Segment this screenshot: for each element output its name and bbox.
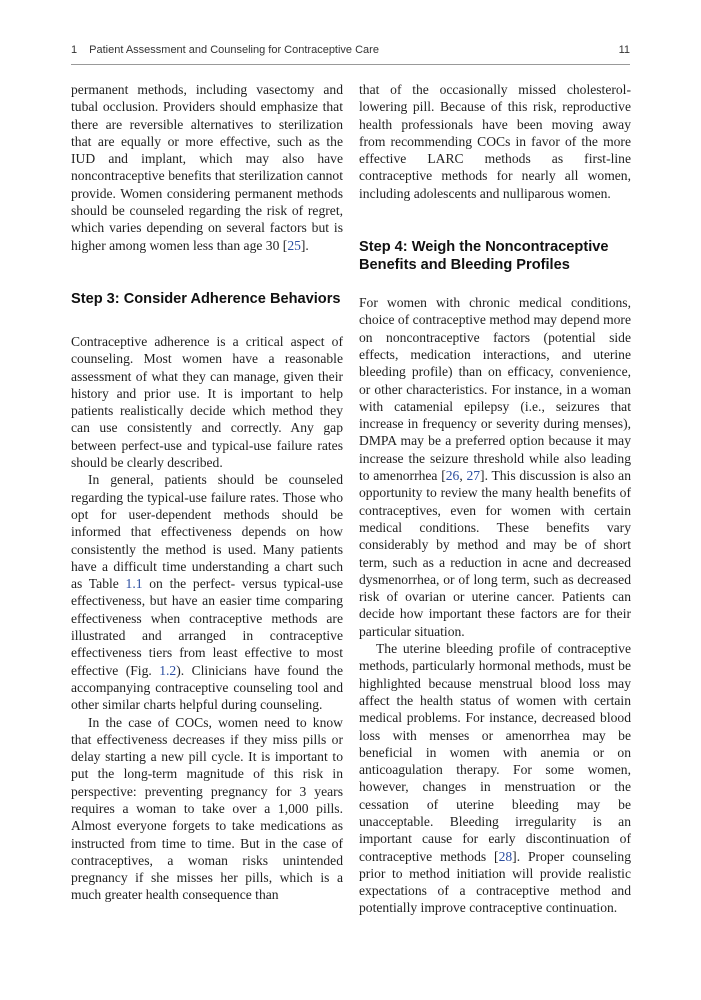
paragraph-bleeding-profile	[359, 640, 631, 917]
paragraph-sterilization	[71, 81, 343, 254]
paragraph-larc: that of the occasionally missed cholesterol-lowering pill. Because of this risk, reproductive health professionals have been moving away from recommending COCs in favor of the more effective LARC methods as first-line contraceptive methods for nearly all women, including adolescents and nulliparous women.	[359, 82, 631, 201]
right-column	[359, 81, 631, 917]
citation-link[interactable]: 26	[445, 468, 460, 484]
text-run: ,	[459, 468, 467, 484]
chapter-title: Patient Assessment and Counseling for Contraceptive Care	[89, 44, 379, 56]
running-header	[71, 44, 630, 56]
figure-link[interactable]: 1.2	[159, 662, 177, 678]
text-run: permanent methods, including vasectomy and tubal occlusion. Providers should emphasize that there are reversible alternatives to sterilization that are equally or more effective, such as the IUD and implant, which may also have noncontraceptive benefits that sterilization cannot provide. Women considering permanent methods should be counseled regarding the risk of regret, which varies depending on several factors but is higher among women less than age 30 [	[71, 82, 343, 253]
text-run: ). Clinicians have found the accompanying contraceptive counseling tool and other similar charts helpful during counseling.	[71, 662, 343, 713]
text-run: In general, patients should be counseled regarding the typical-use failure rates. Those who opt for user-dependent methods should be informed that effectiveness depends on how consistently the method is used. Many patients have a difficult time understanding a chart such as Table	[71, 472, 343, 592]
table-link[interactable]: 1.1	[125, 576, 143, 592]
running-header-left	[71, 44, 391, 56]
paragraph-cocs: In the case of COCs, women need to know that effectiveness decreases if they miss pills or delay starting a new pill cycle. It is important to put the long-term magnitude of this risk in perspective: preventing pregnancy for 3 years requires a woman to take over a 1,000 pills. Almost everyone forgets to take medications as instructed from time to time. But in the case of contraceptives, a woman risks unintended pregnancy if she misses her pills, which is a much greater health consequence than	[71, 714, 343, 903]
text-run: The uterine bleeding profile of contraceptive methods, particularly hormonal methods, must be highlighted because menstrual blood loss may affect the health status of women with certain medical problems. For instance, decreased blood loss with menses or amenorrhea may be beneficial in women with anemia or on anticoagulation therapy. For some women, however, changes in menstruation or the cessation of uterine bleeding may be unacceptable. Bleeding irregularity is an important cause for early discontinuation of contraceptive methods [	[359, 641, 631, 864]
text-run: ].	[300, 237, 309, 253]
citation-link[interactable]: 25	[287, 237, 301, 253]
left-column	[71, 81, 343, 904]
section-heading-step4: Step 4: Weigh the Noncontraceptive Benefits and Bleeding Profiles	[359, 239, 609, 274]
header-rule	[71, 64, 630, 65]
text-run: ]. This discussion is also an opportunity to review the many health benefits of contraceptives, even for women with certain medical conditions. These benefits vary considerably by method and may be of short term, such as a reduction in acne and decreased dysmenorrhea, or of long term, such as decreased risk of ovarian or uterine cancer. Patients can decide how important these factors are for their particular situation.	[359, 468, 631, 639]
section-heading-step3: Step 3: Consider Adherence Behaviors	[71, 290, 341, 307]
citation-link[interactable]: 28	[498, 848, 513, 864]
text-run: For women with chronic medical conditions, choice of contraceptive method may depend more on noncontraceptive factors (potential side effects, medication interactions, and uterine bleeding profile) than on efficacy, convenience, or other characteristics. For instance, in a woman with catamenial epilepsy (i.e., seizures that increase in frequency or severity during menses), DMPA may be a preferred option because it may increase the seizure threshold while also leading to amenorrhea [	[359, 295, 631, 484]
text-run: on the perfect- versus typical-use effectiveness, but have an easier time comparing effectiveness when contraceptive methods are illustrated and arranged in contraceptive effectiveness tiers from least effective to most effective (Fig.	[71, 576, 343, 678]
citation-link[interactable]: 27	[466, 468, 481, 484]
text-run: ]. Proper counseling prior to method initiation will provide realistic expectations of a contraceptive method and potentially improve contraceptive continuation.	[359, 848, 631, 916]
paragraph-adherence: Contraceptive adherence is a critical aspect of counseling. Most women have a reasonable assessment of what they can manage, given their history and prior use. It is important to help patients realistically decide which method they can use consistently and correctly. Any gap between perfect-use and typical-use failure rates should be clearly described.	[71, 333, 343, 471]
chapter-number: 1	[71, 44, 78, 56]
paragraph-typical-use	[71, 471, 343, 713]
paragraph-noncontraceptive	[359, 294, 631, 640]
page-number: 11	[618, 44, 630, 56]
